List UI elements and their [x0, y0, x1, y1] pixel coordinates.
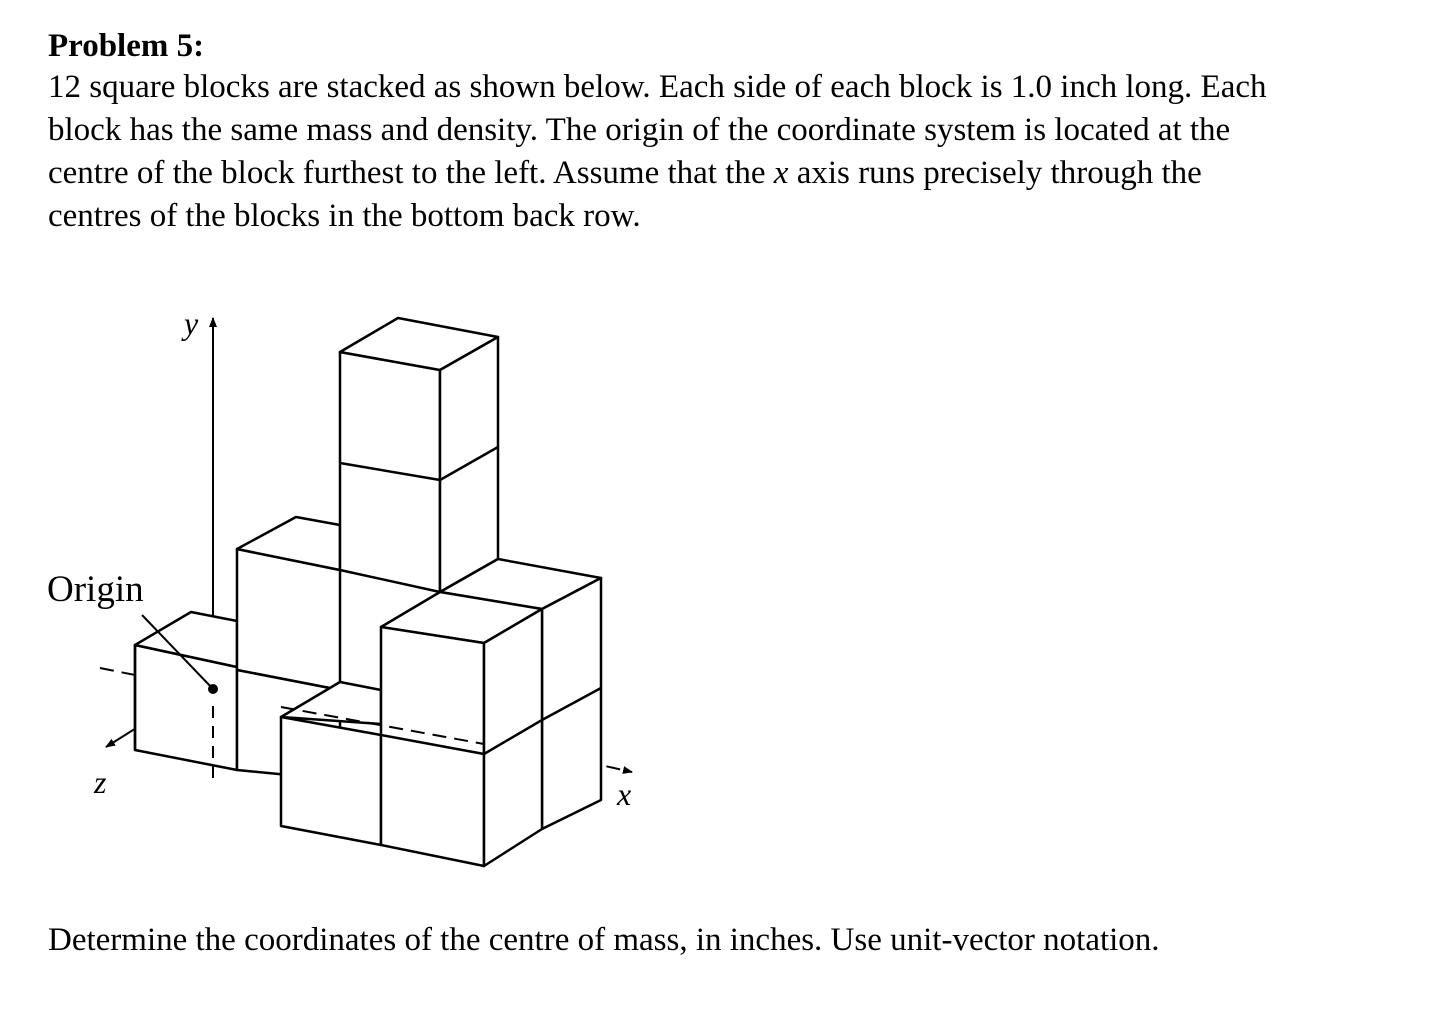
statement-line-3-end: axis runs precisely through the [788, 155, 1202, 191]
stacked-blocks-figure [0, 0, 700, 900]
block-tower [340, 318, 498, 592]
y-axis-label: y [184, 305, 199, 341]
x-variable: x [773, 155, 789, 191]
problem-title: Problem 5: [48, 28, 205, 64]
origin-point [208, 684, 218, 694]
block-origin [135, 612, 237, 770]
x-axis-label: x [617, 776, 632, 812]
statement-line-4: centres of the blocks in the bottom back row. [48, 198, 641, 234]
statement-line-1: 12 square blocks are stacked as shown below. Each side of each block is 1.0 inch long. Each [48, 69, 1267, 105]
block-front-stack [381, 592, 542, 866]
statement-line-2: block has the same mass and density. The origin of the coordinate system is located at the [48, 112, 1231, 148]
question-text: Determine the coordinates of the centre of mass, in inches. Use unit-vector notation. [48, 922, 1160, 958]
statement-line-3-start: centre of the block furthest to the left. Assume that the [48, 155, 774, 191]
origin-label: Origin [47, 569, 144, 610]
z-axis-label: z [94, 764, 107, 800]
